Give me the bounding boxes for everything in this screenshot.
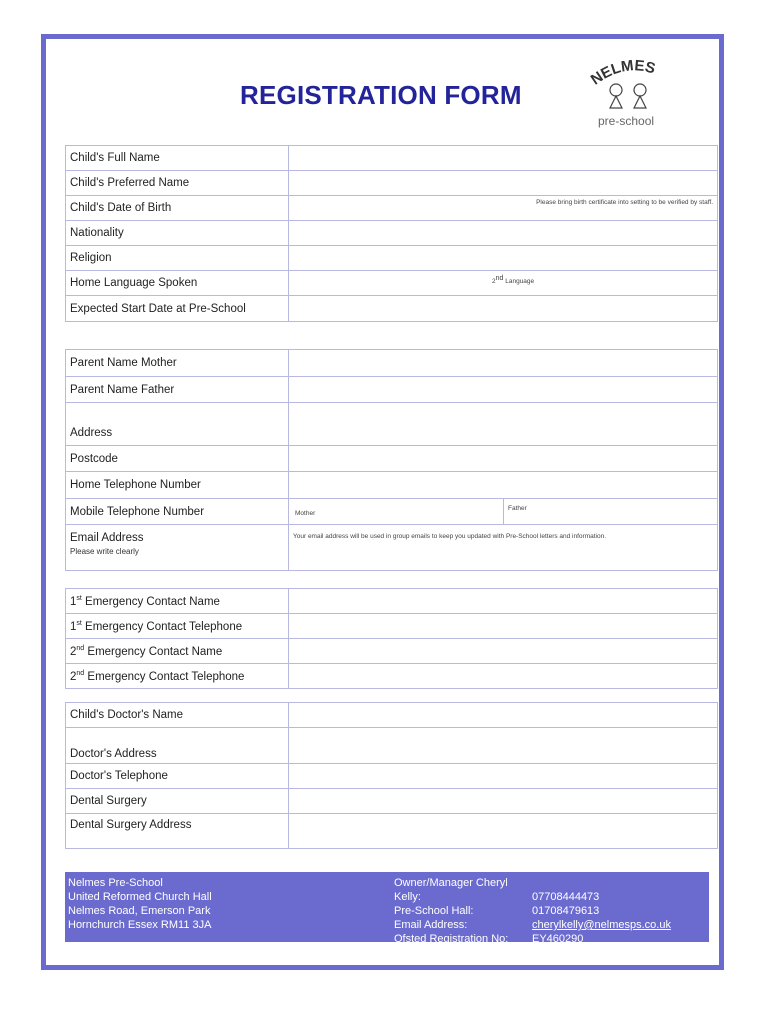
email-link[interactable]: cherylkelly@nelmesps.co.uk <box>532 919 671 931</box>
child-details-table <box>65 145 718 322</box>
field-religion[interactable] <box>289 246 718 271</box>
logo-subtitle: pre-school <box>598 114 655 128</box>
field-child-preferred-name[interactable] <box>289 171 718 196</box>
dob-note: Please bring birth certificate into setting to be verified by staff. <box>536 199 713 206</box>
field-address[interactable] <box>289 403 718 446</box>
doctor-details-table <box>65 702 718 849</box>
svg-text:NELMES: NELMES <box>587 58 658 89</box>
footer-address-line: Nelmes Pre-School <box>68 877 163 889</box>
label-doctor-telephone: Doctor's Telephone <box>66 764 289 789</box>
field-mobile-telephone[interactable] <box>289 499 718 525</box>
footer-address-line: United Reformed Church Hall <box>68 891 212 903</box>
label-parent-father: Parent Name Father <box>66 377 289 403</box>
ofsted-label: Ofsted Registration No: <box>394 933 509 945</box>
footer-contact-block <box>394 876 671 946</box>
second-language-label: 2nd Language <box>492 275 535 286</box>
label-nationality: Nationality <box>66 221 289 246</box>
field-parent-mother[interactable] <box>289 350 718 377</box>
field-emergency-2-telephone[interactable] <box>289 664 718 689</box>
field-child-dob[interactable] <box>289 196 718 221</box>
nelmes-logo <box>582 58 678 132</box>
label-start-date: Expected Start Date at Pre-School <box>66 296 289 322</box>
owner-phone: 07708444473 <box>532 891 600 903</box>
field-emergency-1-name[interactable] <box>289 589 718 614</box>
label-emergency-1-telephone: 1st Emergency Contact Telephone <box>66 614 289 639</box>
footer-address-block <box>68 876 212 932</box>
label-dental-surgery: Dental Surgery <box>66 789 289 814</box>
label-doctor-name: Child's Doctor's Name <box>66 703 289 728</box>
emergency-contacts-table <box>65 588 718 689</box>
field-doctor-address[interactable] <box>289 728 718 764</box>
label-emergency-1-name: 1st Emergency Contact Name <box>66 589 289 614</box>
label-doctor-address: Doctor's Address <box>66 728 289 764</box>
label-emergency-2-telephone: 2nd Emergency Contact Telephone <box>66 664 289 689</box>
label-home-telephone: Home Telephone Number <box>66 472 289 499</box>
field-home-telephone[interactable] <box>289 472 718 499</box>
field-email[interactable] <box>289 525 718 571</box>
email-sub-label: Please write clearly <box>70 547 139 556</box>
field-nationality[interactable] <box>289 221 718 246</box>
email-note: Your email address will be used in group emails to keep you updated with Pre-School letters and information. <box>293 533 607 540</box>
mobile-divider <box>503 499 504 524</box>
field-doctor-name[interactable] <box>289 703 718 728</box>
logo-graphic <box>582 58 678 114</box>
field-parent-father[interactable] <box>289 377 718 403</box>
label-postcode: Postcode <box>66 446 289 472</box>
field-start-date[interactable] <box>289 296 718 322</box>
label-emergency-2-name: 2nd Emergency Contact Name <box>66 639 289 664</box>
label-address: Address <box>66 403 289 446</box>
email-label: Email Address: <box>394 919 468 931</box>
ofsted-number: EY460290 <box>532 933 584 945</box>
email-label-cell <box>66 525 289 571</box>
label-child-full-name: Child's Full Name <box>66 146 289 171</box>
field-home-language[interactable] <box>289 271 718 296</box>
label-parent-mother: Parent Name Mother <box>66 350 289 377</box>
hall-phone: 01708479613 <box>532 905 600 917</box>
mobile-mother-label: Mother <box>295 510 316 517</box>
footer-address-line: Nelmes Road, Emerson Park <box>68 905 211 917</box>
label-child-preferred-name: Child's Preferred Name <box>66 171 289 196</box>
label-home-language: Home Language Spoken <box>66 271 289 296</box>
parent-details-table <box>65 349 718 571</box>
label-email: Email Address <box>70 532 144 544</box>
label-dental-address: Dental Surgery Address <box>66 814 289 849</box>
field-dental-address[interactable] <box>289 814 718 849</box>
footer-address-line: Hornchurch Essex RM11 3JA <box>68 919 212 931</box>
mobile-father-label: Father <box>508 505 527 512</box>
field-dental-surgery[interactable] <box>289 789 718 814</box>
field-emergency-2-name[interactable] <box>289 639 718 664</box>
field-emergency-1-telephone[interactable] <box>289 614 718 639</box>
hall-label: Pre-School Hall: <box>394 905 474 917</box>
field-doctor-telephone[interactable] <box>289 764 718 789</box>
label-religion: Religion <box>66 246 289 271</box>
label-mobile-telephone: Mobile Telephone Number <box>66 499 289 525</box>
footer-contact-panel <box>65 872 709 945</box>
label-child-dob: Child's Date of Birth <box>66 196 289 221</box>
field-postcode[interactable] <box>289 446 718 472</box>
field-child-full-name[interactable] <box>289 146 718 171</box>
owner-label: Owner/Manager Cheryl Kelly: <box>394 877 508 903</box>
page-title: REGISTRATION FORM <box>240 80 522 110</box>
